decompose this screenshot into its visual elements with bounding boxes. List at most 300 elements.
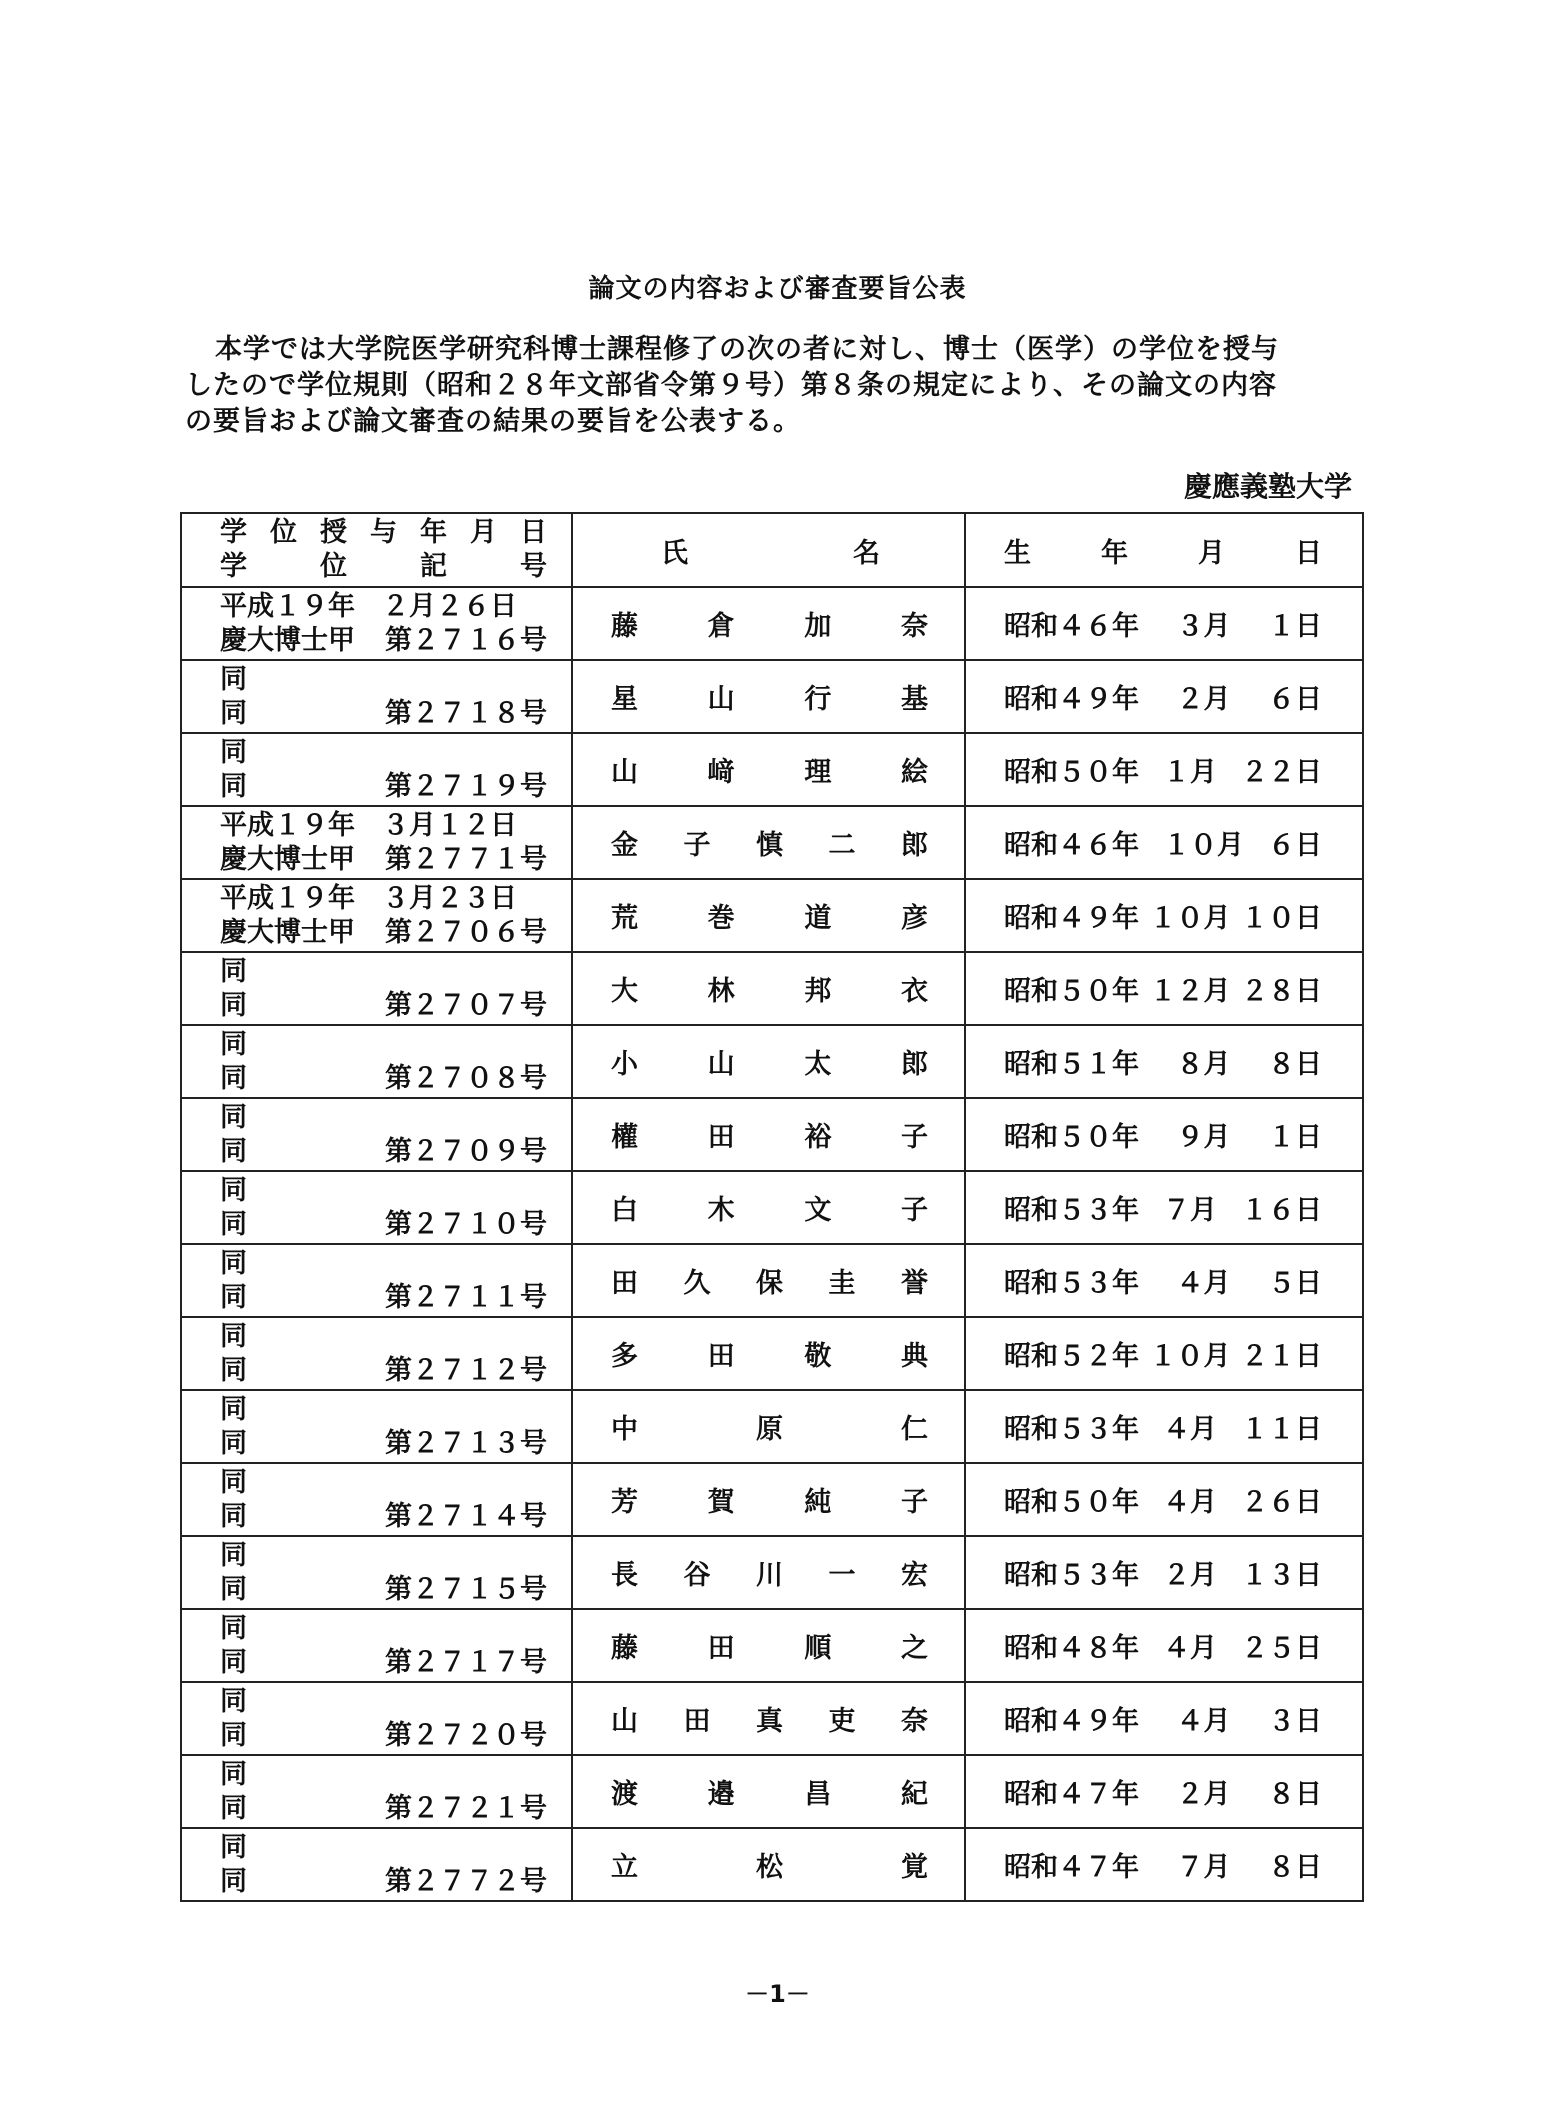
person-name xyxy=(611,1699,928,1738)
header-name xyxy=(572,513,965,587)
award-date: 同 xyxy=(220,736,247,768)
birth-date xyxy=(1004,677,1322,716)
registration-no: 第２７１１号 xyxy=(385,1281,547,1313)
name-char: 加 xyxy=(804,611,832,642)
award-date: 同 xyxy=(220,1174,247,1206)
name-char: 太 xyxy=(804,1049,832,1080)
registration-prefix: 同 xyxy=(220,1792,247,1824)
name-char: 誉 xyxy=(901,1268,928,1299)
registration-prefix: 慶大博士甲 xyxy=(220,916,355,948)
header-registration-label xyxy=(220,550,547,584)
birth-part: ２５日 xyxy=(1241,1633,1322,1664)
person-name xyxy=(611,1845,928,1884)
award-date-registration-cell xyxy=(181,1244,572,1317)
birth-date xyxy=(1004,1115,1322,1154)
name-char: 紀 xyxy=(900,1779,928,1810)
registration-prefix: 慶大博士甲 xyxy=(220,624,355,656)
birth-part: ６日 xyxy=(1268,684,1322,715)
page-number: －1－ xyxy=(745,1980,810,2008)
award-date: 同 xyxy=(220,1247,247,1279)
name-char: 松 xyxy=(756,1852,783,1883)
intro-line: したので学位規則（昭和２８年文部省令第９号）第８条の規定により、その論文の内容 xyxy=(185,370,1277,401)
birth-date xyxy=(1004,1553,1322,1592)
registration-no: 第２７１４号 xyxy=(385,1500,547,1532)
name-char: 田 xyxy=(707,1122,735,1153)
header-char: 授 xyxy=(320,517,347,548)
person-name xyxy=(611,677,928,716)
award-date-registration-cell xyxy=(181,1390,572,1463)
name-char: 衣 xyxy=(900,976,928,1007)
birth-part: 昭和５０年 xyxy=(1004,757,1139,788)
name-char: 基 xyxy=(900,684,928,715)
birth-part: 昭和５３年 xyxy=(1004,1560,1139,1591)
name-char: 藤 xyxy=(611,1633,638,1664)
name-char: 奈 xyxy=(901,1706,928,1737)
table-row xyxy=(181,1609,1363,1682)
birth-date xyxy=(1004,750,1322,789)
registration-no: 第２７１７号 xyxy=(385,1646,547,1678)
registration-number xyxy=(220,916,547,950)
birth-part: １３日 xyxy=(1241,1560,1322,1591)
header-date-label xyxy=(220,516,547,550)
name-char: 宏 xyxy=(901,1560,928,1591)
registration-number xyxy=(220,1646,547,1680)
award-date: 平成１９年 ３月１２日 xyxy=(220,809,517,841)
registration-number xyxy=(220,1208,547,1242)
person-name xyxy=(611,1261,928,1300)
name-char: 理 xyxy=(804,757,832,788)
name-cell xyxy=(572,1609,965,1682)
name-char: 二 xyxy=(828,830,856,861)
birth-date-cell xyxy=(965,879,1363,952)
birth-part: ２８日 xyxy=(1241,976,1322,1007)
name-char: 吏 xyxy=(828,1706,856,1737)
registration-no: 第２７１５号 xyxy=(385,1573,547,1605)
name-char: 子 xyxy=(900,1195,928,1226)
registration-number xyxy=(220,1354,547,1388)
name-char: 久 xyxy=(683,1268,711,1299)
birth-date xyxy=(1004,1334,1322,1373)
name-cell xyxy=(572,1755,965,1828)
registration-prefix: 同 xyxy=(220,1354,247,1386)
registration-number xyxy=(220,1135,547,1169)
name-char: 子 xyxy=(683,830,711,861)
person-name xyxy=(611,604,928,643)
award-date-registration-cell xyxy=(181,1317,572,1390)
birth-date xyxy=(1004,1188,1322,1227)
name-char: 川 xyxy=(756,1560,783,1591)
table-row xyxy=(181,1536,1363,1609)
table-row xyxy=(181,1463,1363,1536)
name-char: 田 xyxy=(683,1706,711,1737)
table-row xyxy=(181,1390,1363,1463)
birth-part: ２月 xyxy=(1163,1560,1217,1591)
name-char: 昌 xyxy=(804,1779,832,1810)
name-char: 真 xyxy=(756,1706,783,1737)
name-char: 之 xyxy=(900,1633,928,1664)
table-row xyxy=(181,1755,1363,1828)
award-date: 同 xyxy=(220,955,247,987)
registration-number xyxy=(220,1427,547,1461)
award-date: 同 xyxy=(220,1831,247,1863)
name-char: 敬 xyxy=(804,1341,832,1372)
name-cell xyxy=(572,1682,965,1755)
name-char: 田 xyxy=(707,1341,735,1372)
birth-part: ２１日 xyxy=(1241,1341,1322,1372)
birth-part: ２２日 xyxy=(1241,757,1322,788)
name-char: 覚 xyxy=(901,1852,928,1883)
birth-part: １０日 xyxy=(1241,903,1322,934)
person-name xyxy=(611,896,928,935)
person-name xyxy=(611,1772,928,1811)
name-char: 金 xyxy=(611,830,638,861)
birth-date-cell xyxy=(965,1463,1363,1536)
name-char: 田 xyxy=(707,1633,735,1664)
birth-part: ２月 xyxy=(1176,684,1231,715)
birth-part: 昭和５３年 xyxy=(1004,1195,1139,1226)
birth-date-cell xyxy=(965,1609,1363,1682)
name-char: 子 xyxy=(900,1487,928,1518)
award-date-registration-cell xyxy=(181,733,572,806)
registration-number xyxy=(220,697,547,731)
birth-date-cell xyxy=(965,1098,1363,1171)
registration-prefix: 同 xyxy=(220,1281,247,1313)
registration-number xyxy=(220,1792,547,1826)
registration-number xyxy=(220,1719,547,1753)
person-name xyxy=(611,1553,928,1592)
university-name: 慶應義塾大学 xyxy=(1183,470,1352,503)
person-name xyxy=(611,1407,928,1446)
award-date: 同 xyxy=(220,1393,247,1425)
header-char: 日 xyxy=(520,517,547,548)
name-char: 巻 xyxy=(707,903,735,934)
person-name xyxy=(611,750,928,789)
birth-part: ３月 xyxy=(1176,611,1231,642)
birth-part: 昭和４８年 xyxy=(1004,1633,1139,1664)
registration-prefix: 同 xyxy=(220,1500,247,1532)
award-date: 平成１９年 ２月２６日 xyxy=(220,590,517,622)
registration-number xyxy=(220,624,547,658)
birth-date-cell xyxy=(965,660,1363,733)
birth-part: ２月 xyxy=(1176,1779,1231,1810)
name-char: 文 xyxy=(804,1195,832,1226)
name-char: 道 xyxy=(804,903,832,934)
birth-part: １１日 xyxy=(1241,1414,1322,1445)
name-cell xyxy=(572,1025,965,1098)
award-date-registration-cell xyxy=(181,1755,572,1828)
table-row xyxy=(181,1317,1363,1390)
award-date-registration-cell xyxy=(181,1098,572,1171)
birth-part: １０月 xyxy=(1149,903,1231,934)
name-char: 山 xyxy=(611,757,638,788)
table-row xyxy=(181,1171,1363,1244)
birth-part: ４月 xyxy=(1163,1633,1217,1664)
name-char: 順 xyxy=(804,1633,832,1664)
header-char: 名 xyxy=(853,537,880,569)
name-char: 奈 xyxy=(900,611,928,642)
birth-date-cell xyxy=(965,1828,1363,1901)
name-char: 多 xyxy=(611,1341,638,1372)
birth-part: 昭和５０年 xyxy=(1004,1487,1139,1518)
birth-part: ２６日 xyxy=(1241,1487,1322,1518)
award-date-registration-cell xyxy=(181,1025,572,1098)
birth-part: 昭和４７年 xyxy=(1004,1779,1139,1810)
birth-part: ８月 xyxy=(1176,1049,1231,1080)
birth-part: 昭和４７年 xyxy=(1004,1852,1139,1883)
header-char: 氏 xyxy=(661,537,688,569)
header-char: 年 xyxy=(1101,537,1128,569)
award-date-registration-cell xyxy=(181,1463,572,1536)
birth-part: ５日 xyxy=(1268,1268,1322,1299)
table-row xyxy=(181,1025,1363,1098)
registration-no: 第２７２１号 xyxy=(385,1792,547,1824)
table-row xyxy=(181,1098,1363,1171)
birth-part: 昭和４６年 xyxy=(1004,611,1139,642)
award-date: 同 xyxy=(220,1685,247,1717)
registration-no: 第２７２０号 xyxy=(385,1719,547,1751)
name-cell xyxy=(572,1463,965,1536)
birth-part: １６日 xyxy=(1241,1195,1322,1226)
person-name xyxy=(611,1480,928,1519)
table-row xyxy=(181,660,1363,733)
name-cell xyxy=(572,587,965,660)
birth-date-cell xyxy=(965,1755,1363,1828)
name-char: 林 xyxy=(707,976,735,1007)
name-char: 山 xyxy=(611,1706,638,1737)
award-date-registration-cell xyxy=(181,1682,572,1755)
person-name xyxy=(611,823,928,862)
name-char: 田 xyxy=(611,1268,638,1299)
table-row xyxy=(181,806,1363,879)
award-date: 同 xyxy=(220,1466,247,1498)
registration-no: 第２７０６号 xyxy=(385,916,547,948)
name-char: 﨑 xyxy=(707,757,735,788)
name-char: 行 xyxy=(804,684,832,715)
registration-no: 第２７１３号 xyxy=(385,1427,547,1459)
birth-part: 昭和５３年 xyxy=(1004,1268,1139,1299)
name-char: 白 xyxy=(611,1195,638,1226)
birth-date xyxy=(1004,823,1322,862)
birth-date xyxy=(1004,1772,1322,1811)
birth-part: 昭和５１年 xyxy=(1004,1049,1139,1080)
registration-number xyxy=(220,770,547,804)
registration-number xyxy=(220,1062,547,1096)
name-char: 一 xyxy=(828,1560,856,1591)
name-cell xyxy=(572,1171,965,1244)
registration-prefix: 同 xyxy=(220,1719,247,1751)
name-cell xyxy=(572,660,965,733)
registration-prefix: 同 xyxy=(220,697,247,729)
birth-date xyxy=(1004,1407,1322,1446)
registration-number xyxy=(220,1865,547,1899)
table-row xyxy=(181,733,1363,806)
name-char: 邦 xyxy=(804,976,832,1007)
registration-prefix: 同 xyxy=(220,989,247,1021)
birth-part: ８日 xyxy=(1268,1852,1322,1883)
birth-part: １０月 xyxy=(1149,1341,1231,1372)
person-name xyxy=(611,1334,928,1373)
award-date: 平成１９年 ３月２３日 xyxy=(220,882,517,914)
registration-prefix: 同 xyxy=(220,1865,247,1897)
birth-date-cell xyxy=(965,1244,1363,1317)
registration-no: 第２７１２号 xyxy=(385,1354,547,1386)
award-date-registration-cell xyxy=(181,1828,572,1901)
award-date-registration-cell xyxy=(181,587,572,660)
table-row xyxy=(181,1828,1363,1901)
header-char: 月 xyxy=(1198,537,1225,569)
table-row xyxy=(181,1682,1363,1755)
intro-line: の要旨および論文審査の結果の要旨を公表する。 xyxy=(185,406,801,437)
birth-part: 昭和５０年 xyxy=(1004,976,1139,1007)
name-char: 山 xyxy=(707,1049,735,1080)
birth-date-cell xyxy=(965,1536,1363,1609)
registration-prefix: 同 xyxy=(220,770,247,802)
header-date-registration xyxy=(181,513,572,587)
name-cell xyxy=(572,879,965,952)
registration-no: 第２７７２号 xyxy=(385,1865,547,1897)
header-birth xyxy=(965,513,1363,587)
header-char: 位 xyxy=(270,517,297,548)
name-char: 藤 xyxy=(611,611,638,642)
birth-part: ６日 xyxy=(1268,830,1322,861)
birth-date xyxy=(1004,1042,1322,1081)
birth-part: 昭和５３年 xyxy=(1004,1414,1139,1445)
birth-part: 昭和４９年 xyxy=(1004,903,1139,934)
award-date: 同 xyxy=(220,1539,247,1571)
registration-number xyxy=(220,989,547,1023)
name-char: 邉 xyxy=(707,1779,735,1810)
name-cell xyxy=(572,733,965,806)
birth-date-cell xyxy=(965,806,1363,879)
birth-date xyxy=(1004,896,1322,935)
intro-line: 本学では大学院医学研究科博士課程修了の次の者に対し、博士（医学）の学位を授与 xyxy=(215,334,1279,365)
award-date: 同 xyxy=(220,1612,247,1644)
header-char: 与 xyxy=(370,517,397,548)
name-char: 渡 xyxy=(611,1779,638,1810)
award-date: 同 xyxy=(220,1101,247,1133)
name-char: 芳 xyxy=(611,1487,638,1518)
birth-part: 昭和４９年 xyxy=(1004,1706,1139,1737)
award-date: 同 xyxy=(220,1758,247,1790)
name-cell xyxy=(572,1536,965,1609)
registration-prefix: 慶大博士甲 xyxy=(220,843,355,875)
award-date-registration-cell xyxy=(181,660,572,733)
birth-date-cell xyxy=(965,952,1363,1025)
name-char: 純 xyxy=(804,1487,832,1518)
person-name xyxy=(611,1042,928,1081)
birth-part: １月 xyxy=(1163,757,1217,788)
name-char: 賀 xyxy=(707,1487,735,1518)
birth-part: ８日 xyxy=(1268,1049,1322,1080)
header-char: 月 xyxy=(470,517,497,548)
header-char: 位 xyxy=(320,551,347,582)
name-char: 山 xyxy=(707,684,735,715)
registration-no: 第２７１８号 xyxy=(385,697,547,729)
birth-part: ７月 xyxy=(1176,1852,1231,1883)
table-row xyxy=(181,879,1363,952)
registration-prefix: 同 xyxy=(220,1427,247,1459)
registration-number xyxy=(220,1281,547,1315)
birth-part: ７月 xyxy=(1163,1195,1217,1226)
birth-date-cell xyxy=(965,1025,1363,1098)
table-row xyxy=(181,952,1363,1025)
name-char: 立 xyxy=(611,1852,638,1883)
header-char: 日 xyxy=(1295,537,1322,569)
birth-date xyxy=(1004,1845,1322,1884)
birth-date xyxy=(1004,604,1322,643)
name-char: 慎 xyxy=(756,830,783,861)
name-char: 木 xyxy=(707,1195,735,1226)
table-row xyxy=(181,1244,1363,1317)
degree-table xyxy=(180,512,1364,1902)
name-char: 小 xyxy=(611,1049,638,1080)
birth-date xyxy=(1004,1261,1322,1300)
birth-part: １０月 xyxy=(1163,830,1244,861)
birth-part: 昭和４９年 xyxy=(1004,684,1139,715)
award-date-registration-cell xyxy=(181,806,572,879)
birth-part: 昭和５０年 xyxy=(1004,1122,1139,1153)
header-char: 学 xyxy=(220,551,247,582)
birth-date xyxy=(1004,969,1322,1008)
registration-no: 第２７７１号 xyxy=(385,843,547,875)
birth-date xyxy=(1004,1480,1322,1519)
registration-no: 第２７１６号 xyxy=(385,624,547,656)
person-name xyxy=(611,1115,928,1154)
registration-no: 第２７１９号 xyxy=(385,770,547,802)
name-char: 典 xyxy=(900,1341,928,1372)
name-char: 圭 xyxy=(828,1268,856,1299)
birth-part: ９月 xyxy=(1176,1122,1231,1153)
birth-part: ４月 xyxy=(1163,1414,1217,1445)
birth-part: ３日 xyxy=(1268,1706,1322,1737)
registration-number xyxy=(220,843,547,877)
name-char: 長 xyxy=(611,1560,638,1591)
award-date-registration-cell xyxy=(181,879,572,952)
registration-prefix: 同 xyxy=(220,1135,247,1167)
name-char: 大 xyxy=(611,976,638,1007)
header-char: 記 xyxy=(420,551,447,582)
person-name xyxy=(611,1626,928,1665)
name-cell xyxy=(572,1317,965,1390)
name-char: 彦 xyxy=(900,903,928,934)
registration-prefix: 同 xyxy=(220,1646,247,1678)
name-char: 中 xyxy=(611,1414,638,1445)
name-char: 星 xyxy=(611,684,638,715)
birth-date-cell xyxy=(965,1682,1363,1755)
intro-paragraph xyxy=(185,332,1365,440)
name-char: 谷 xyxy=(683,1560,711,1591)
person-name xyxy=(611,1188,928,1227)
table-row xyxy=(181,587,1363,660)
registration-no: 第２７１０号 xyxy=(385,1208,547,1240)
table-header-row xyxy=(181,513,1363,587)
registration-prefix: 同 xyxy=(220,1573,247,1605)
award-date-registration-cell xyxy=(181,952,572,1025)
birth-date-cell xyxy=(965,587,1363,660)
birth-date-cell xyxy=(965,733,1363,806)
name-cell xyxy=(572,1244,965,1317)
birth-date-cell xyxy=(965,1390,1363,1463)
name-char: 權 xyxy=(611,1122,638,1153)
birth-part: １日 xyxy=(1268,611,1322,642)
registration-number xyxy=(220,1500,547,1534)
birth-part: １２月 xyxy=(1149,976,1231,1007)
header-char: 生 xyxy=(1004,537,1031,569)
name-cell xyxy=(572,1098,965,1171)
registration-number xyxy=(220,1573,547,1607)
birth-part: ４月 xyxy=(1176,1706,1231,1737)
award-date: 同 xyxy=(220,1320,247,1352)
